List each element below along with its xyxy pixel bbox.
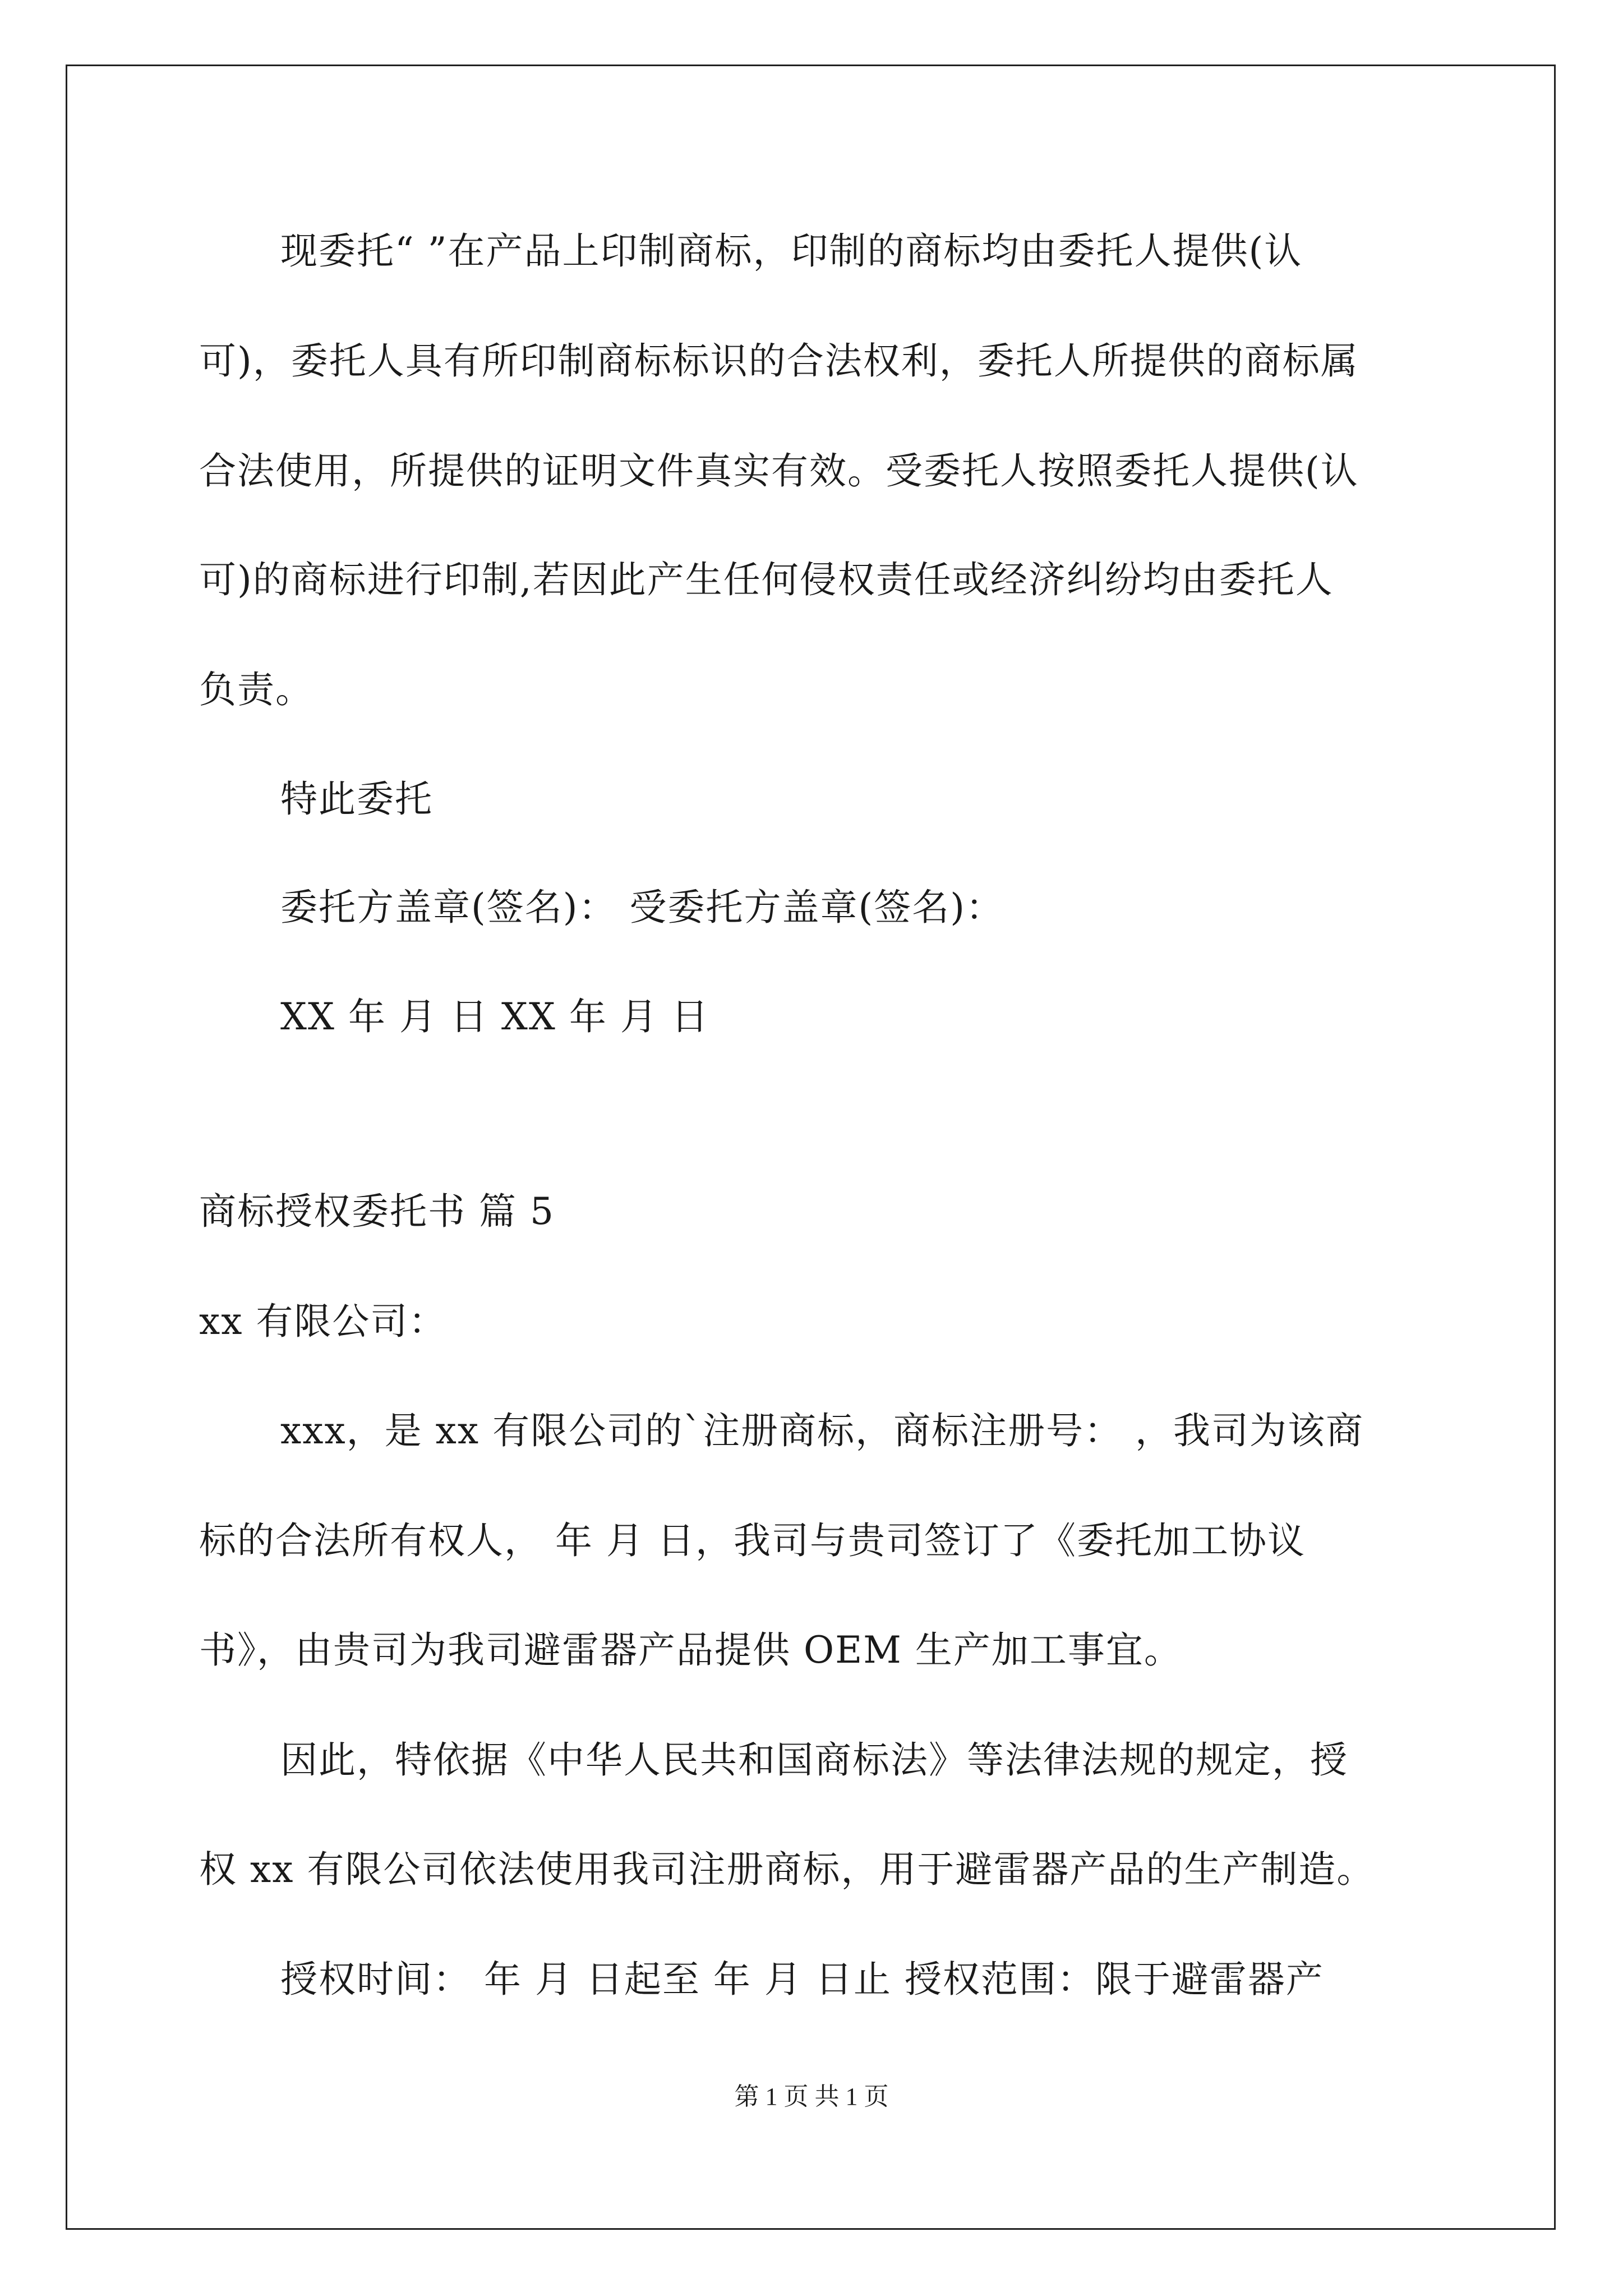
paragraph-line: 负责。: [199, 668, 313, 711]
paragraph-line: 现委托“ ”在产品上印制商标，印制的商标均由委托人提供(认: [280, 229, 1303, 273]
closing-line: 特此委托: [280, 777, 433, 821]
addressee: xx 有限公司：: [199, 1300, 447, 1343]
paragraph-line: xxx，是 xx 有限公司的`注册商标，商标注册号： ，我司为该商: [280, 1409, 1364, 1452]
paragraph-line: 权 xx 有限公司依法使用我司注册商标，用于避雷器产品的生产制造。: [199, 1848, 1375, 1891]
signature-line: 委托方盖章(签名)： 受委托方盖章(签名)：: [280, 886, 1004, 929]
paragraph-line: 可)，委托人具有所印制商标标识的合法权利，委托人所提供的商标属: [199, 339, 1359, 383]
paragraph-line: 书》，由贵司为我司避雷器产品提供 OEM 生产加工事宜。: [199, 1628, 1182, 1672]
paragraph-line: 合法使用，所提供的证明文件真实有效。受委托人按照委托人提供(认: [199, 449, 1359, 493]
paragraph-line: 标的合法所有权人， 年 月 日，我司与贵司签订了《委托加工协议: [199, 1519, 1306, 1562]
section-heading: 商标授权委托书 篇 5: [199, 1190, 555, 1233]
paragraph-line: 可)的商标进行印制,若因此产生任何侵权责任或经济纠纷均由委托人: [199, 558, 1334, 601]
paragraph-line: 因此，特依据《中华人民共和国商标法》等法律法规的规定，授: [280, 1738, 1348, 1782]
paragraph-line: 授权时间： 年 月 日起至 年 月 日止 授权范围：限于避雷器产: [280, 1958, 1324, 2001]
page-border: [66, 65, 1556, 2230]
page-number: 第 1 页 共 1 页: [734, 2083, 889, 2110]
date-line: XX 年 月 日 XX 年 月 日: [280, 995, 709, 1038]
